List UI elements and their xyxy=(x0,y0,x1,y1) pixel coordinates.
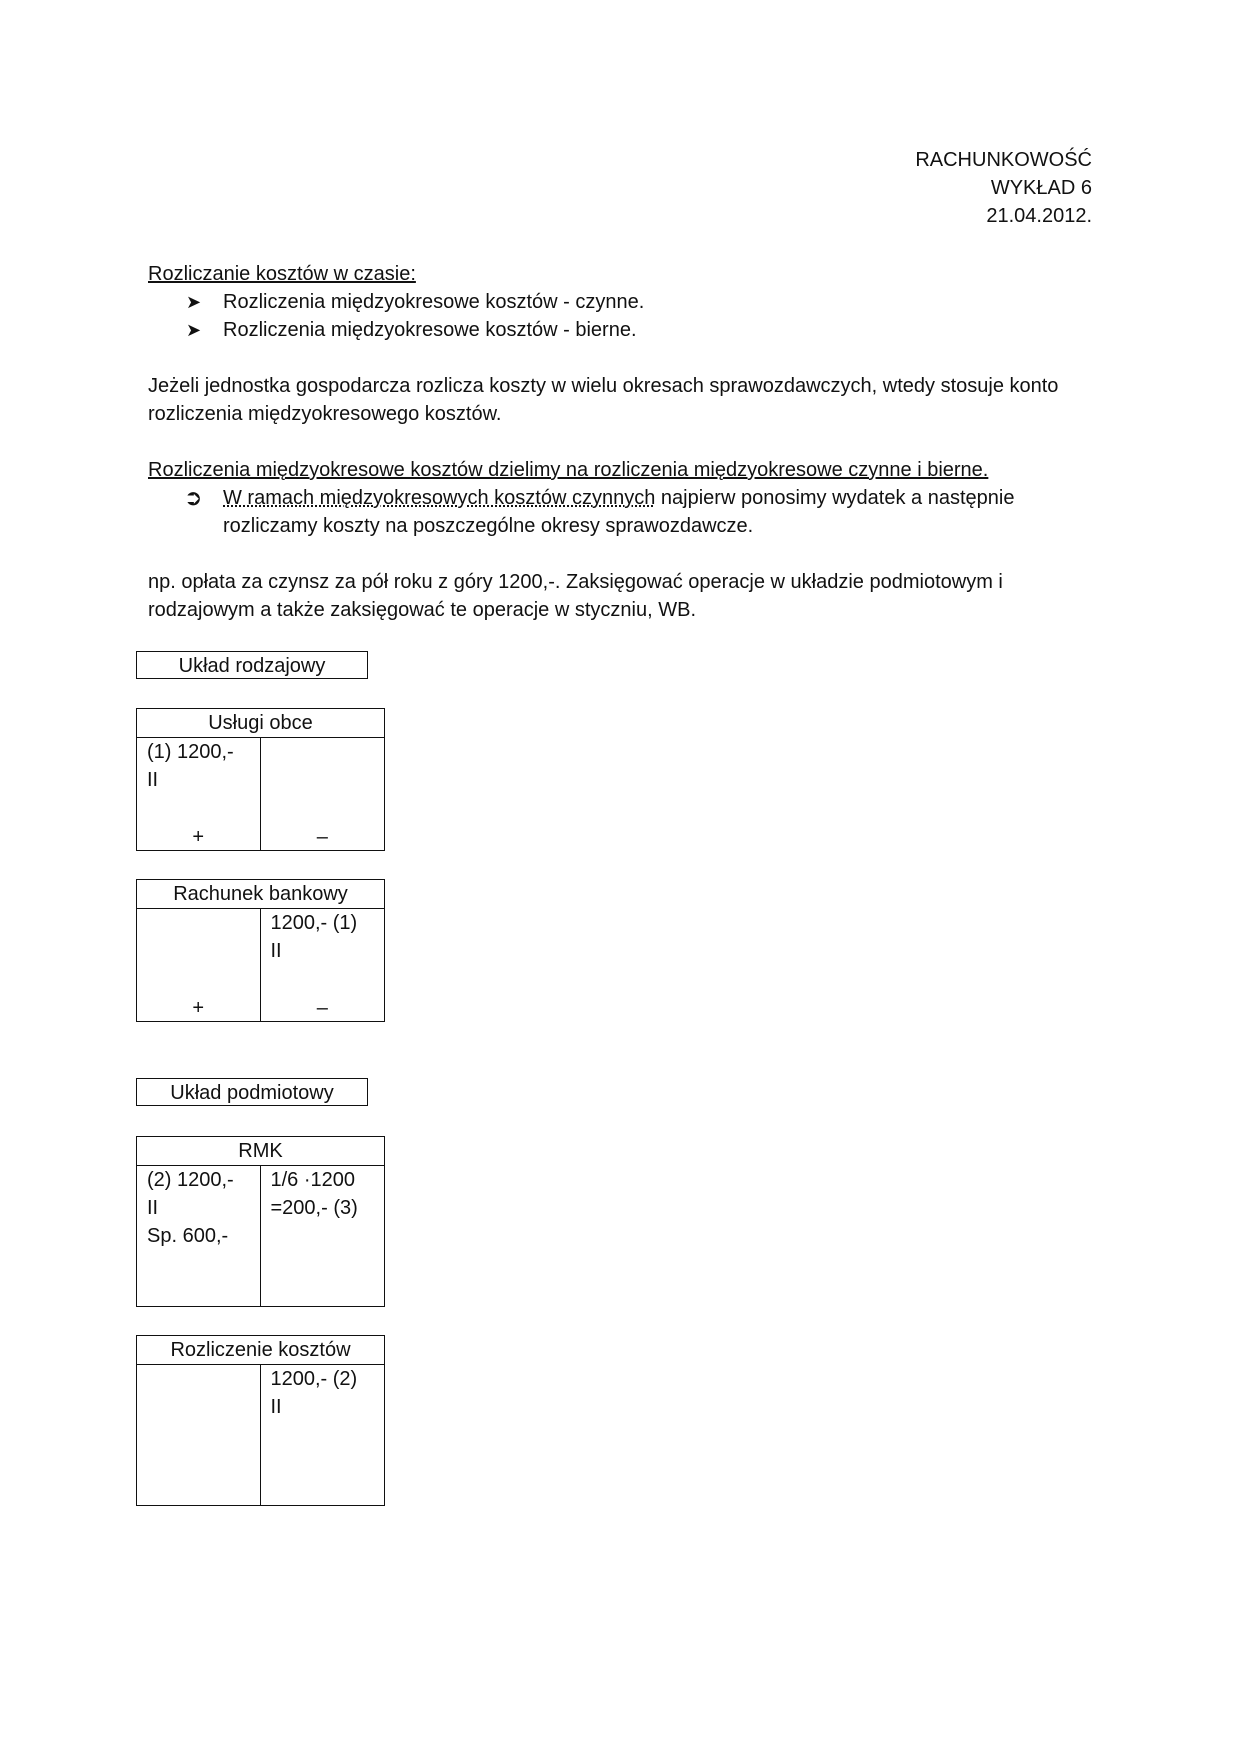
t-account-credit: 1200,- (1) II – xyxy=(261,909,385,1021)
paragraph-intro: Jeżeli jednostka gospodarcza rozlicza koszty w wielu okresach sprawozdawczych, wtedy stosuje konto rozliczenia międzyokresowego kosztów. xyxy=(148,375,1059,425)
arrow-list xyxy=(148,484,1098,540)
arrowhead-bullet-icon: ➤ xyxy=(186,320,202,340)
t-account-title: RMK xyxy=(137,1137,384,1166)
bullet-list xyxy=(148,288,1098,344)
t-account-rozliczenie-kosztow xyxy=(136,1335,385,1506)
plus-sign: + xyxy=(192,826,205,848)
t-account-rmk xyxy=(136,1136,385,1307)
t-account-debit: (1) 1200,- II + xyxy=(137,738,261,850)
t-account-title: Usługi obce xyxy=(137,709,384,738)
list-item: ➤ Rozliczenia międzyokresowe kosztów - bierne. xyxy=(148,316,1098,344)
lecture-date: 21.04.2012. xyxy=(986,205,1092,227)
section-division xyxy=(148,456,1098,540)
minus-sign: – xyxy=(316,997,328,1019)
arrowhead-bullet-icon: ➤ xyxy=(186,292,202,312)
subject-title: RACHUNKOWOŚĆ xyxy=(915,149,1092,171)
section-title: Rozliczanie kosztów w czasie: xyxy=(148,263,416,285)
section-time-allocation xyxy=(148,260,1098,344)
list-item: ➤ Rozliczenia międzyokresowe kosztów - czynne. xyxy=(148,288,1098,316)
t-account-credit: 1/6 ·1200 =200,- (3) xyxy=(270,1169,358,1219)
t-account-uslugi-obce xyxy=(136,708,385,851)
minus-sign: – xyxy=(316,826,328,848)
document-header xyxy=(915,146,1092,230)
t-account-title: Rachunek bankowy xyxy=(137,880,384,909)
t-account-debit xyxy=(137,909,261,1021)
t-account-rachunek-bankowy xyxy=(136,879,385,1022)
plus-sign: + xyxy=(192,997,205,1019)
label-uklad-podmiotowy: Układ podmiotowy xyxy=(136,1078,368,1106)
t-account-debit: (2) 1200,- II Sp. 600,- xyxy=(137,1166,261,1306)
t-account-debit xyxy=(137,1365,261,1505)
list-item: ➲ W ramach międzyokresowych kosztów czynnych najpierw ponosimy wydatek a następnie rozliczamy koszty na poszczególne okresy sprawozdawcze. xyxy=(184,485,1015,537)
label-uklad-rodzajowy: Układ rodzajowy xyxy=(136,651,368,679)
lecture-number: WYKŁAD 6 xyxy=(990,177,1092,199)
section-title: Rozliczenia międzyokresowe kosztów dzielimy na rozliczenia międzyokresowe czynne i bierne. xyxy=(148,459,989,481)
t-account-credit: 1200,- (2) II xyxy=(270,1368,358,1418)
curved-arrow-icon: ➲ xyxy=(184,485,203,510)
t-account-title: Rozliczenie kosztów xyxy=(137,1336,384,1365)
paragraph-example: np. opłata za czynsz za pół roku z góry 1200,-. Zaksięgować operacje w układzie podmiotowym i rodzajowym a także zaksięgować te operacje w styczniu, WB. xyxy=(148,571,1003,621)
active-costs-link-text: W ramach międzyokresowych kosztów czynnych xyxy=(223,487,656,509)
t-account-credit xyxy=(261,738,385,850)
